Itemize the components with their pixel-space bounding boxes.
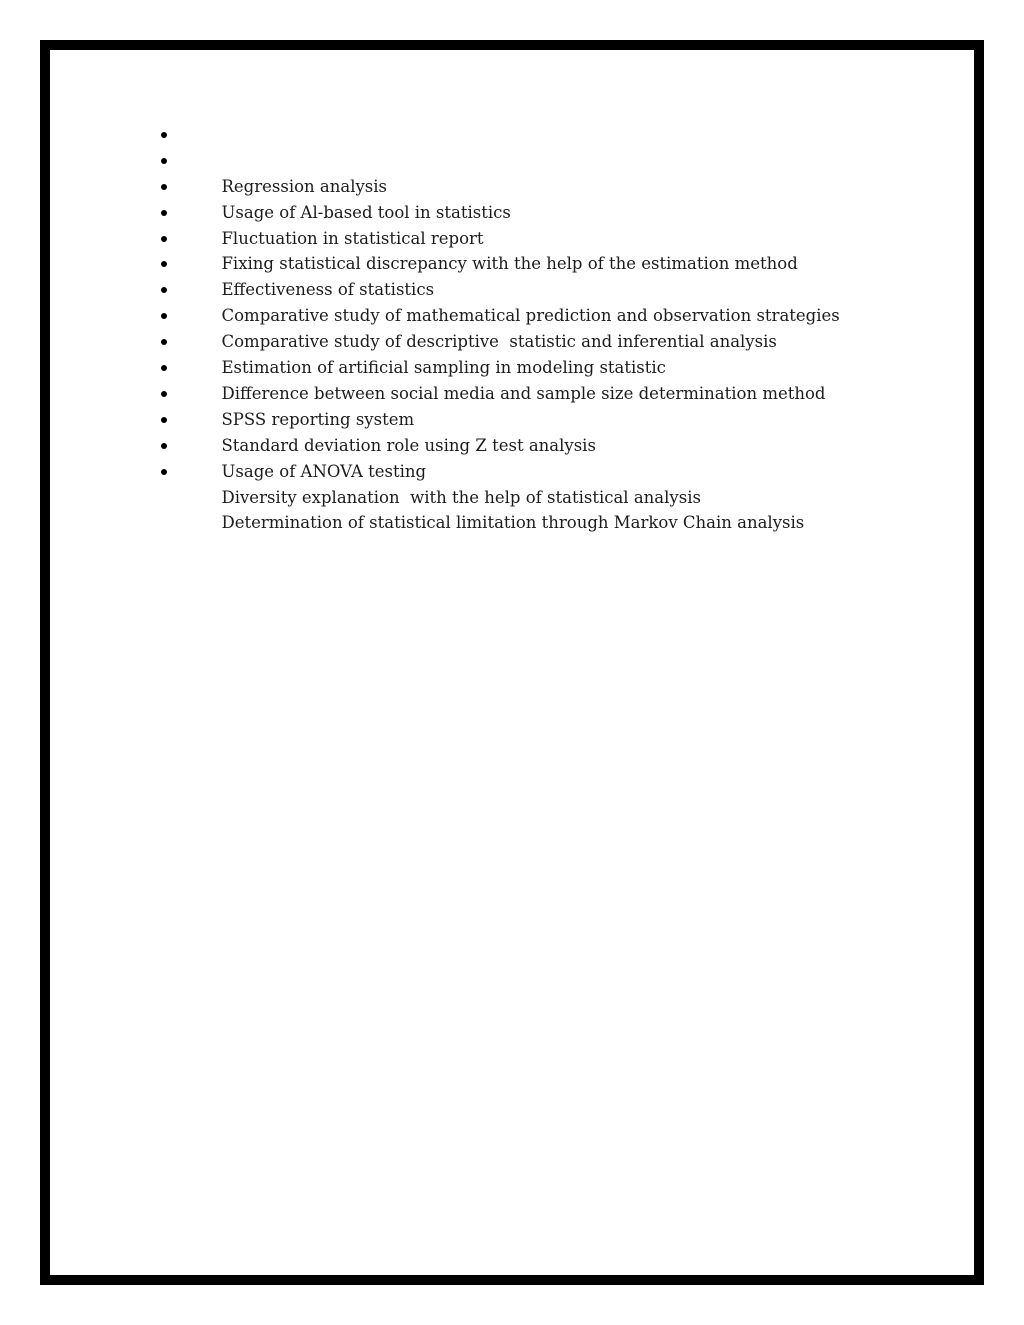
list-item — [158, 122, 918, 196]
list-item-text: Difference between social media and sample size determination method — [221, 383, 826, 403]
list-item-text: Fluctuation in statistical report — [221, 228, 484, 248]
list-item-text: Comparative study of mathematical prediction and observation strategies — [221, 306, 840, 326]
bullet-icon — [161, 469, 167, 475]
list-item-text: Standard deviation role using Z test analysis — [221, 435, 596, 455]
list-item-text: Fixing statistical discrepancy with the help of the estimation method — [221, 254, 798, 274]
bullet-icon — [161, 261, 167, 267]
bullet-icon — [161, 184, 167, 190]
bullet-icon — [161, 158, 167, 164]
topic-list — [158, 122, 918, 533]
bullet-icon — [161, 365, 167, 371]
list-item-text: Usage of Al-based tool in statistics — [221, 202, 511, 222]
list-item-text: Diversity explanation with the help of statistical analysis — [221, 487, 701, 507]
bullet-icon — [161, 132, 167, 138]
bullet-icon — [161, 443, 167, 449]
list-item-text: Regression analysis — [221, 176, 388, 196]
list-item-text: Determination of statistical limitation through Markov Chain analysis — [221, 513, 805, 533]
list-item-text: Comparative study of descriptive statistic and inferential analysis — [221, 332, 777, 352]
list-item-text: Usage of ANOVA testing — [221, 461, 427, 481]
bullet-icon — [161, 391, 167, 397]
bullet-icon — [161, 287, 167, 293]
list-item-text: Effectiveness of statistics — [221, 280, 435, 300]
bullet-icon — [161, 236, 167, 242]
bullet-icon — [161, 339, 167, 345]
bullet-icon — [161, 210, 167, 216]
list-item-text: Estimation of artificial sampling in modeling statistic — [221, 358, 666, 378]
bullet-icon — [161, 417, 167, 423]
page-border — [40, 40, 984, 1285]
bullet-icon — [161, 313, 167, 319]
list-item-text: SPSS reporting system — [221, 409, 415, 429]
